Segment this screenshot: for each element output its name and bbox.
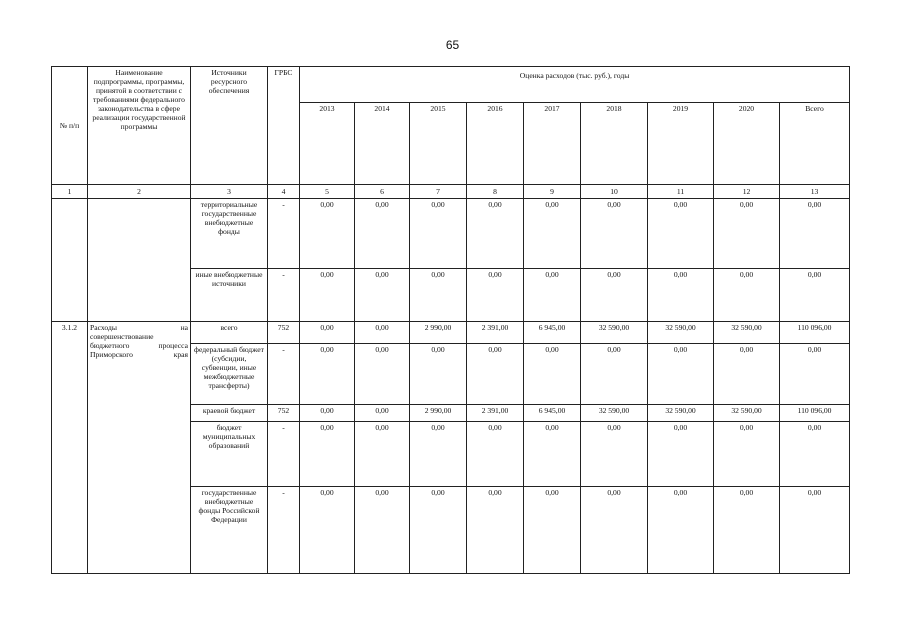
value-cell: 0,00	[355, 269, 410, 322]
column-number: 4	[268, 185, 300, 199]
value-cell: 32 590,00	[648, 322, 714, 344]
value-cell: 0,00	[648, 422, 714, 487]
header-year: 2019	[648, 103, 714, 185]
value-cell: 110 096,00	[780, 322, 850, 344]
item-number: 3.1.2	[52, 322, 88, 574]
value-cell: 0,00	[648, 344, 714, 405]
grbs-cell: 752	[268, 405, 300, 422]
value-cell: 0,00	[410, 487, 467, 574]
value-cell: 6 945,00	[524, 322, 581, 344]
value-cell: 0,00	[714, 344, 780, 405]
header-year: 2016	[467, 103, 524, 185]
value-cell: 0,00	[524, 344, 581, 405]
header-row-1	[52, 67, 850, 103]
column-number: 8	[467, 185, 524, 199]
value-cell: 0,00	[648, 199, 714, 269]
value-cell: 0,00	[410, 422, 467, 487]
header-year: 2020	[714, 103, 780, 185]
value-cell: 0,00	[524, 487, 581, 574]
value-cell: 32 590,00	[648, 405, 714, 422]
source-cell: всего	[191, 322, 268, 344]
grbs-cell: -	[268, 487, 300, 574]
value-cell: 0,00	[355, 487, 410, 574]
value-cell: 0,00	[581, 269, 648, 322]
column-number: 5	[300, 185, 355, 199]
value-cell: 0,00	[467, 422, 524, 487]
value-cell: 0,00	[780, 487, 850, 574]
column-number: 12	[714, 185, 780, 199]
value-cell: 0,00	[524, 422, 581, 487]
value-cell: 0,00	[467, 344, 524, 405]
value-cell: 0,00	[524, 199, 581, 269]
value-cell: 0,00	[300, 487, 355, 574]
header-name: Наименование подпрограммы, программы, принятой в соответствии с требованиями федерального законодательства в сфере реализации государственной программы	[88, 67, 191, 185]
value-cell: 0,00	[714, 422, 780, 487]
expenditure-table	[51, 66, 850, 574]
value-cell: 0,00	[410, 199, 467, 269]
column-number: 1	[52, 185, 88, 199]
value-cell: 0,00	[467, 269, 524, 322]
value-cell: 0,00	[648, 269, 714, 322]
grbs-cell: 752	[268, 322, 300, 344]
table-row	[52, 322, 850, 344]
grbs-cell: -	[268, 422, 300, 487]
column-number: 11	[648, 185, 714, 199]
source-cell: иные внебюджетные источники	[191, 269, 268, 322]
source-cell: федеральный бюджет (субсидии, субвенции, иные межбюджетные трансферты)	[191, 344, 268, 405]
value-cell: 6 945,00	[524, 405, 581, 422]
value-cell: 0,00	[714, 487, 780, 574]
header-number: № п/п	[52, 67, 88, 185]
header-sources: Источники ресурсного обеспечения	[191, 67, 268, 185]
value-cell: 0,00	[780, 269, 850, 322]
value-cell: 0,00	[300, 344, 355, 405]
header-total: Всего	[780, 103, 850, 185]
value-cell: 110 096,00	[780, 405, 850, 422]
column-number: 13	[780, 185, 850, 199]
column-number: 10	[581, 185, 648, 199]
value-cell: 0,00	[300, 405, 355, 422]
value-cell: 0,00	[355, 405, 410, 422]
header-year: 2013	[300, 103, 355, 185]
empty-name-cell	[88, 199, 191, 322]
grbs-cell: -	[268, 199, 300, 269]
value-cell: 2 391,00	[467, 322, 524, 344]
source-cell: бюджет муниципальных образований	[191, 422, 268, 487]
source-cell: государственные внебюджетные фонды Российской Федерации	[191, 487, 268, 574]
column-number-row	[52, 185, 850, 199]
column-number: 6	[355, 185, 410, 199]
header-year: 2015	[410, 103, 467, 185]
source-cell: краевой бюджет	[191, 405, 268, 422]
value-cell: 0,00	[300, 322, 355, 344]
value-cell: 0,00	[355, 422, 410, 487]
column-number: 2	[88, 185, 191, 199]
header-expenditure-group: Оценка расходов (тыс. руб.), годы	[300, 67, 850, 103]
value-cell: 0,00	[355, 322, 410, 344]
value-cell: 32 590,00	[581, 405, 648, 422]
value-cell: 0,00	[467, 199, 524, 269]
value-cell: 0,00	[780, 199, 850, 269]
value-cell: 0,00	[355, 344, 410, 405]
value-cell: 0,00	[648, 487, 714, 574]
value-cell: 0,00	[581, 422, 648, 487]
value-cell: 0,00	[714, 269, 780, 322]
table-row	[52, 199, 850, 269]
value-cell: 0,00	[300, 269, 355, 322]
value-cell: 0,00	[300, 199, 355, 269]
source-cell: территориальные государственные внебюджетные фонды	[191, 199, 268, 269]
header-year: 2017	[524, 103, 581, 185]
value-cell: 0,00	[581, 487, 648, 574]
empty-number-cell	[52, 199, 88, 322]
value-cell: 0,00	[780, 422, 850, 487]
value-cell: 0,00	[524, 269, 581, 322]
value-cell: 0,00	[581, 199, 648, 269]
header-year: 2014	[355, 103, 410, 185]
item-name: Расходы на совершенствование бюджетного процесса Приморского края	[88, 322, 191, 574]
page-number: 65	[445, 38, 460, 52]
header-grbs: ГРБС	[268, 67, 300, 185]
value-cell: 2 391,00	[467, 405, 524, 422]
header-year: 2018	[581, 103, 648, 185]
value-cell: 0,00	[780, 344, 850, 405]
value-cell: 0,00	[410, 344, 467, 405]
value-cell: 0,00	[410, 269, 467, 322]
value-cell: 2 990,00	[410, 322, 467, 344]
value-cell: 0,00	[581, 344, 648, 405]
column-number: 3	[191, 185, 268, 199]
value-cell: 2 990,00	[410, 405, 467, 422]
value-cell: 32 590,00	[714, 322, 780, 344]
value-cell: 0,00	[355, 199, 410, 269]
column-number: 7	[410, 185, 467, 199]
column-number: 9	[524, 185, 581, 199]
value-cell: 0,00	[714, 199, 780, 269]
value-cell: 32 590,00	[714, 405, 780, 422]
value-cell: 0,00	[300, 422, 355, 487]
grbs-cell: -	[268, 344, 300, 405]
value-cell: 32 590,00	[581, 322, 648, 344]
grbs-cell: -	[268, 269, 300, 322]
value-cell: 0,00	[467, 487, 524, 574]
